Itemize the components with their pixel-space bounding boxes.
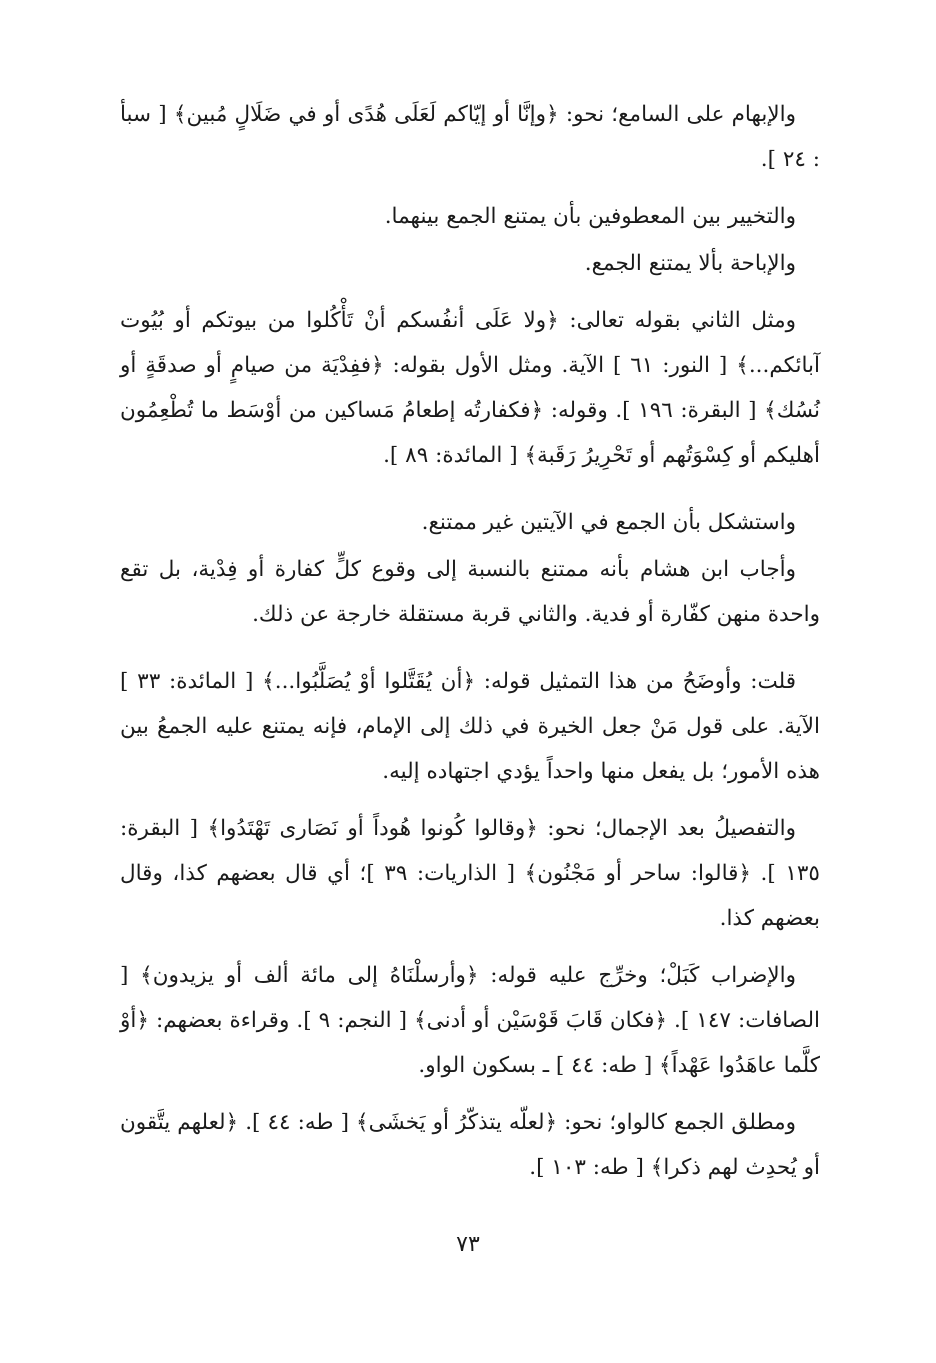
paragraph-examples: ومثل الثاني بقوله تعالى: ﴿ولا عَلَى أنفُسكم أنْ تَأْكُلوا من بيوتكم أو بُيُوت آبائكم...﴾ [ النور: ٦١ ] الآية. ومثل الأول بقوله: ﴿ففِدْيَة من صيامٍ أو صدقَةٍ أو نُسُك﴾ [ البقرة: ١٩٦ ]. وقوله: ﴿فكفارتُه إطعامُ مَساكين من أوْسَط ما تُطْعِمُون أهليكم أو كِسْوَتُهم أو تَحْرِيرُ رَقَبة﴾ [ المائدة: ٨٩ ]. <box>120 308 821 468</box>
paragraph-ibaha: والإباحة بألا يمتنع الجمع. <box>584 251 796 276</box>
paragraph-objection: واستشكل بأن الجمع في الآيتين غير ممتنع. <box>421 510 796 535</box>
paragraph-ibham: والإبهام على السامع؛ نحو: ﴿وإنَّا أو إيّاكم لَعَلَى هُدًى أو في ضَلَالٍ مُبين﴾ [ سبأ : ٢٤ ]. <box>120 102 820 172</box>
paragraph-takhyir: والتخيير بين المعطوفين بأن يمتنع الجمع بينهما. <box>384 204 796 229</box>
paragraph-ibn-hisham-answer: وأجاب ابن هشام بأنه ممتنع بالنسبة إلى وقوع كلٍّ كفارة أو فِدْية، بل تقع واحدة منهن كفّارة أو فدية. والثاني قربة مستقلة خارجة عن ذلك. <box>120 557 820 627</box>
paragraph-mutlaq-jam: ومطلق الجمع كالواو؛ نحو: ﴿لعلّه يتذكّرُ أو يَخشَى﴾ [ طه: ٤٤ ]. ﴿لعلهم يتَّقون أو يُحدِث لهم ذكرا﴾ [ طه: ١٠٣ ]. <box>120 1110 820 1180</box>
paragraph-idrab: والإضراب كَبَلْ؛ وخرِّج عليه قوله: ﴿وأرسلْنَاهُ إلى مائة ألف أو يزيدون﴾ [ الصافات: ١٤٧ ]. ﴿فكان قَابَ قَوْسَيْن أو أدنى﴾ [ النجم: ٩ ]. وقراءة بعضهم: ﴿أوْ كلَّما عاهَدُوا عَهْداً﴾ [ طه: ٤٤ ] ـ بسكون الواو. <box>120 963 820 1078</box>
paragraph-tafsil: والتفصيلُ بعد الإجمال؛ نحو: ﴿وقالوا كُونوا هُوداً أو نَصَارى تَهْتَدُوا﴾ [ البقرة: ١٣٥ ]. ﴿قالوا: ساحر أو مَجْنُون﴾ [ الذاريات: ٣٩ ]؛ أي قال بعضهم كذا، وقال بعضهم كذا. <box>120 816 820 931</box>
page-body <box>120 92 820 1202</box>
paragraph-clarification: قلت: وأوضَحُ من هذا التمثيل قوله: ﴿أن يُقَتَّلوا أوْ يُصَلَّبُوا...﴾ [ المائدة: ٣٣ ] الآية. على قول مَنْ جعل الخيرة في ذلك إلى الإمام، فإنه يمتنع عليه الجمعُ بين هذه الأمور؛ بل يفعل منها واحداً يؤدي اجتهاده إليه. <box>120 669 820 784</box>
page-number: ٧٣ <box>456 1232 480 1257</box>
